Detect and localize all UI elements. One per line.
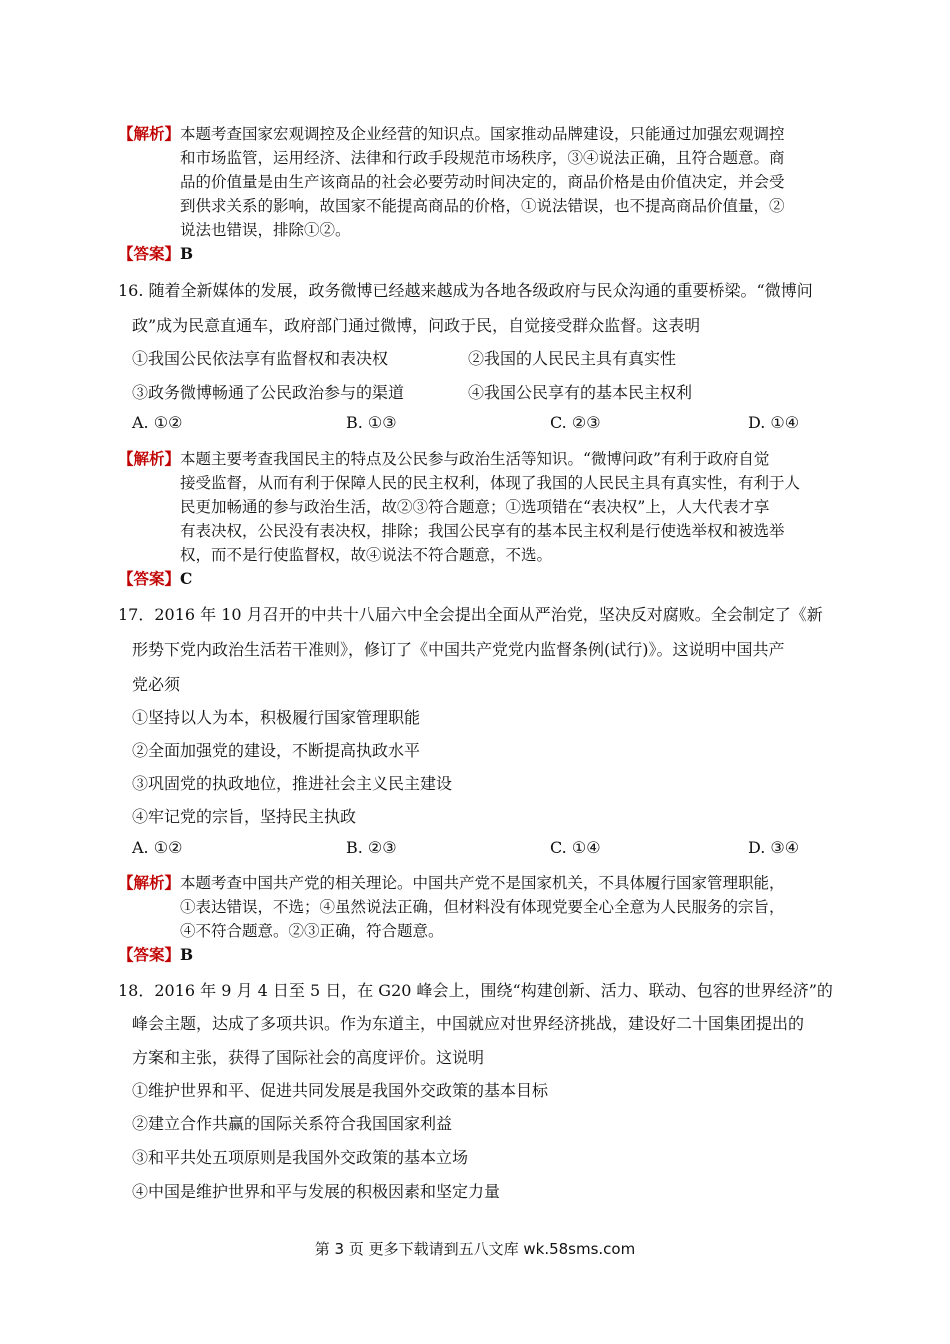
question-stem: 峰会主题，达成了多项共识。作为东道主，中国就应对世界经济挑战，建设好二十国集团提出的 xyxy=(132,1014,805,1033)
analysis-text: 有表决权，公民没有表决权，排除；我国公民享有的基本民主权利是行使选举权和被选举 xyxy=(180,522,785,540)
option-item: ②我国的人民民主具有真实性 xyxy=(468,349,677,368)
question-stem: 18．2016 年 9 月 4 日至 5 日，在 G20 峰会上，围绕“构建创新、活力、联动、包容的世界经济”的 xyxy=(118,981,833,1000)
analysis-label: 【解析】 xyxy=(118,449,181,468)
choice-c: C. ②③ xyxy=(550,413,601,432)
analysis-text: 品的价值量是由生产该商品的社会必要劳动时间决定的，商品价格是由价值决定，并会受 xyxy=(180,173,785,191)
analysis-text: ④不符合题意。②③正确，符合题意。 xyxy=(180,922,444,940)
option-item: ③政务微博畅通了公民政治参与的渠道 xyxy=(132,383,405,402)
page-footer: 第 3 页 更多下载请到五八文库 wk.58sms.com xyxy=(314,1240,636,1258)
answer-value: B xyxy=(180,244,194,263)
option-item: ①坚持以人为本，积极履行国家管理职能 xyxy=(132,708,421,727)
question-stem: 党必须 xyxy=(132,675,181,694)
question-stem: 形势下党内政治生活若干准则》，修订了《中国共产党党内监督条例(试行)》。这说明中国共产 xyxy=(132,640,785,659)
choice-a: A. ①② xyxy=(132,413,183,432)
answer-value: C xyxy=(180,569,193,588)
option-item: ①维护世界和平、促进共同发展是我国外交政策的基本目标 xyxy=(132,1081,549,1100)
choice-d: D. ①④ xyxy=(748,413,800,432)
choice-d: D. ③④ xyxy=(748,838,800,857)
option-item: ④中国是维护世界和平与发展的积极因素和坚定力量 xyxy=(132,1182,501,1201)
choice-c: C. ①④ xyxy=(550,838,601,857)
analysis-text: 本题考查中国共产党的相关理论。中国共产党不是国家机关，不具体履行国家管理职能， xyxy=(180,874,785,892)
q16-analysis xyxy=(118,447,838,591)
analysis-text: 到供求关系的影响，故国家不能提高商品的价格，①说法错误，也不提高商品价值量，② xyxy=(180,197,785,215)
option-item: ②全面加强党的建设，不断提高执政水平 xyxy=(132,741,421,760)
option-item: ④我国公民享有的基本民主权利 xyxy=(468,383,693,402)
option-item: ③巩固党的执政地位，推进社会主义民主建设 xyxy=(132,774,453,793)
analysis-label: 【解析】 xyxy=(118,873,181,892)
answer-label: 【答案】 xyxy=(118,945,181,964)
q17-analysis xyxy=(118,871,838,967)
option-item: ①我国公民依法享有监督权和表决权 xyxy=(132,349,389,368)
choice-b: B. ①③ xyxy=(346,413,397,432)
choice-a: A. ①② xyxy=(132,838,183,857)
analysis-text: 本题主要考查我国民主的特点及公民参与政治生活等知识。“微博问政”有利于政府自觉 xyxy=(180,450,770,468)
option-item: ③和平共处五项原则是我国外交政策的基本立场 xyxy=(132,1148,469,1167)
q15-analysis xyxy=(118,122,838,266)
option-item: ④牢记党的宗旨，坚持民主执政 xyxy=(132,807,357,826)
analysis-text: 本题考查国家宏观调控及企业经营的知识点。国家推动品牌建设，只能通过加强宏观调控 xyxy=(180,125,785,143)
analysis-text: 接受监督，从而有利于保障人民的民主权利，体现了我国的人民民主具有真实性，有利于人 xyxy=(180,474,801,492)
question-stem: 17．2016 年 10 月召开的中共十八届六中全会提出全面从严治党，坚决反对腐败。全会制定了《新 xyxy=(118,605,823,624)
analysis-text: 民更加畅通的参与政治生活，故②③符合题意；①选项错在“表决权”上，人大代表才享 xyxy=(180,498,770,516)
answer-value: B xyxy=(180,945,194,964)
question-stem: 政”成为民意直通车，政府部门通过微博，问政于民，自觉接受群众监督。这表明 xyxy=(132,316,701,335)
analysis-text: ①表达错误，不选；④虽然说法正确，但材料没有体现党要全心全意为人民服务的宗旨， xyxy=(180,898,785,916)
option-item: ②建立合作共赢的国际关系符合我国国家利益 xyxy=(132,1114,453,1133)
answer-label: 【答案】 xyxy=(118,569,181,588)
analysis-text: 说法也错误，排除①②。 xyxy=(180,221,351,239)
answer-label: 【答案】 xyxy=(118,244,181,263)
analysis-text: 和市场监管，运用经济、法律和行政手段规范市场秩序，③④说法正确，且符合题意。商 xyxy=(180,149,785,167)
analysis-label: 【解析】 xyxy=(118,124,181,143)
choice-b: B. ②③ xyxy=(346,838,397,857)
analysis-text: 权，而不是行使监督权，故④说法不符合题意，不选。 xyxy=(180,546,553,564)
question-stem: 16. 随着全新媒体的发展，政务微博已经越来越成为各地各级政府与民众沟通的重要桥梁。“微博问 xyxy=(118,281,813,300)
question-stem: 方案和主张，获得了国际社会的高度评价。这说明 xyxy=(132,1048,485,1067)
